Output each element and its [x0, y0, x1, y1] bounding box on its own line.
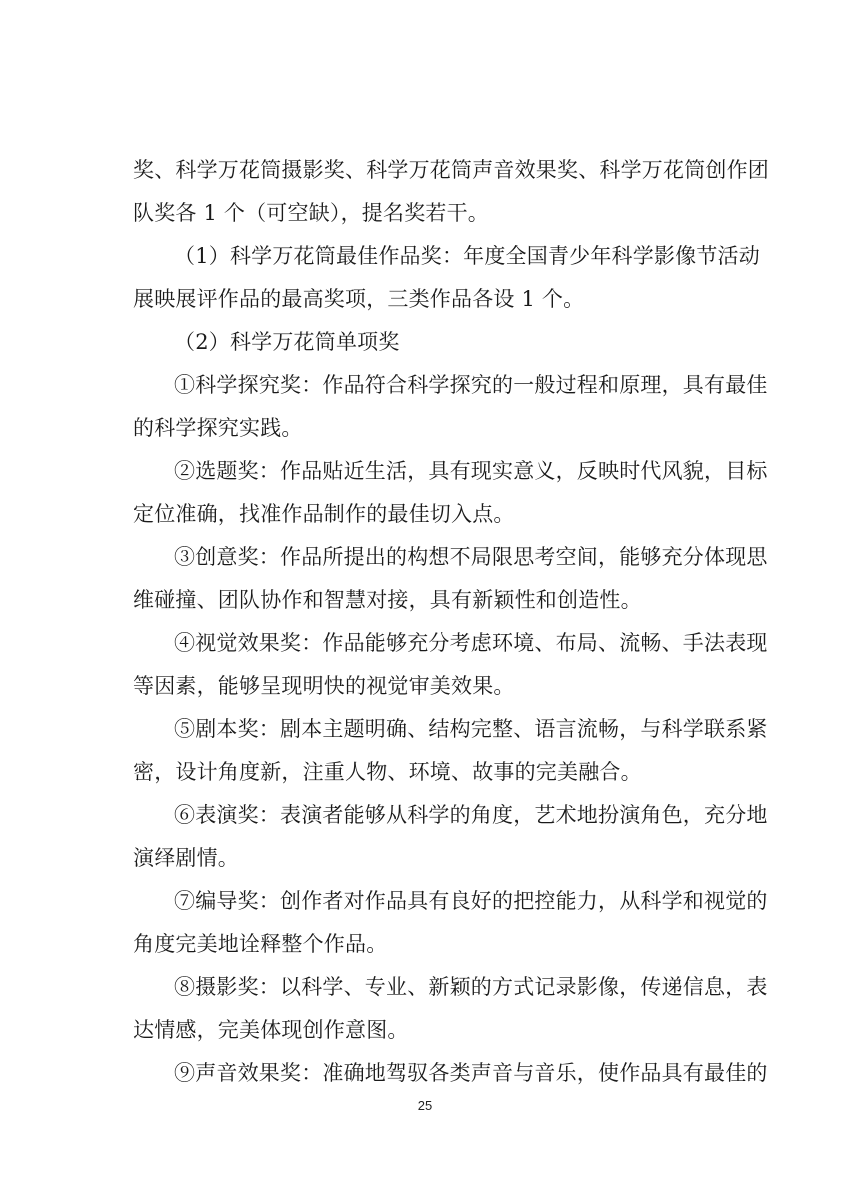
- section-heading: （2）科学万花筒单项奖: [174, 330, 400, 354]
- text-line: ⑧摄影奖：以科学、专业、新颖的方式记录影像，传递信息，表: [174, 975, 768, 999]
- text-line: ⑦编导奖：创作者对作品具有良好的把控能力，从科学和视觉的: [174, 889, 768, 913]
- text-line: ②选题奖：作品贴近生活，具有现实意义，反映时代风貌，目标: [174, 459, 768, 483]
- text-line: ①科学探究奖：作品符合科学探究的一般过程和原理，具有最佳: [174, 373, 768, 397]
- text-line: 维碰撞、团队协作和智慧对接，具有新颖性和创造性。: [133, 588, 642, 612]
- text-line: 密，设计角度新，注重人物、环境、故事的完美融合。: [133, 760, 642, 784]
- text-line: 等因素，能够呈现明快的视觉审美效果。: [133, 674, 515, 698]
- text-line: 的科学探究实践。: [133, 416, 303, 440]
- text-line: ④视觉效果奖：作品能够充分考虑环境、布局、流畅、手法表现: [174, 631, 768, 655]
- text-line: ⑨声音效果奖：准确地驾驭各类声音与音乐，使作品具有最佳的: [174, 1061, 768, 1085]
- text-line: 达情感，完美体现创作意图。: [133, 1018, 409, 1042]
- text-line: 定位准确，找准作品制作的最佳切入点。: [133, 502, 515, 526]
- text-line: （1）科学万花筒最佳作品奖：年度全国青少年科学影像节活动: [174, 244, 760, 268]
- text-line: 队奖各 1 个（可空缺），提名奖若干。: [133, 201, 490, 225]
- page-number: 25: [417, 1098, 433, 1113]
- text-line: 展映展评作品的最高奖项，三类作品各设 1 个。: [133, 287, 585, 311]
- text-line: ⑤剧本奖：剧本主题明确、结构完整、语言流畅，与科学联系紧: [174, 717, 768, 741]
- text-line: 奖、科学万花筒摄影奖、科学万花筒声音效果奖、科学万花筒创作团: [133, 158, 769, 182]
- text-line: ⑥表演奖：表演者能够从科学的角度，艺术地扮演角色，充分地: [174, 803, 768, 827]
- text-line: ③创意奖：作品所提出的构想不局限思考空间，能够充分体现思: [174, 545, 768, 569]
- text-line: 角度完美地诠释整个作品。: [133, 932, 388, 956]
- text-line: 演绎剧情。: [133, 846, 239, 870]
